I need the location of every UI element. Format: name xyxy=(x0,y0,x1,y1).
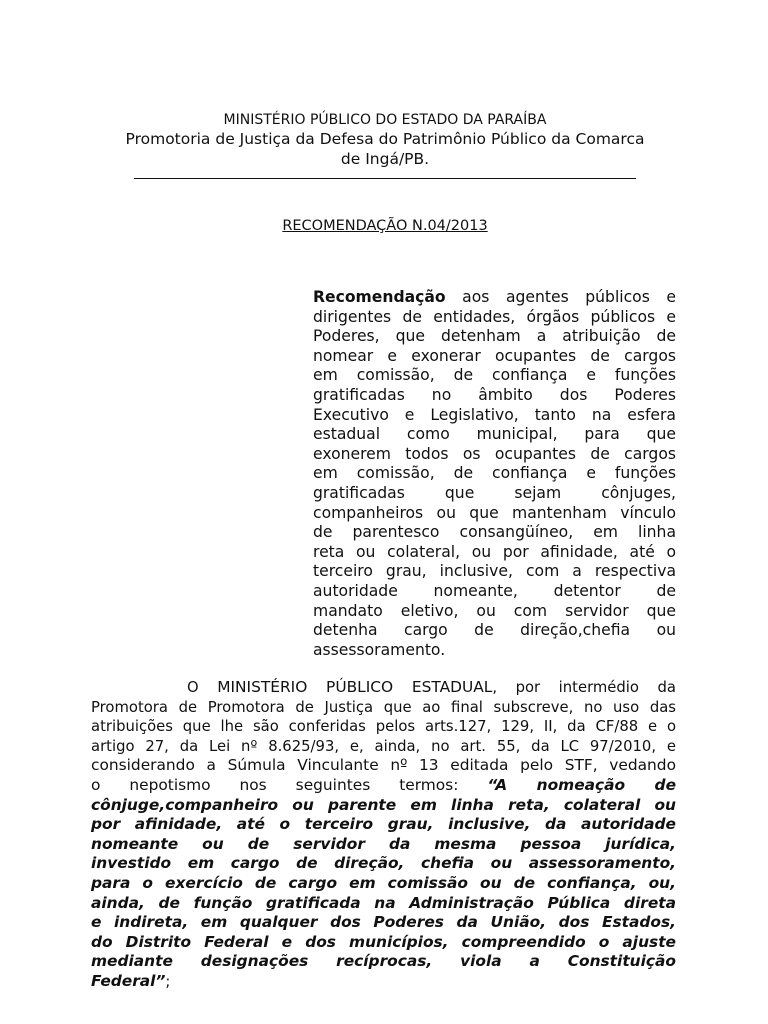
ementa-line: em comissão, de confiança e funções xyxy=(313,366,676,385)
body-line: artigo 27, da Lei nº 8.625/93, e, ainda, no art. 55, da LC 97/2010, e xyxy=(91,737,676,755)
ementa-line: detenha cargo de direção,chefia ou xyxy=(313,621,676,640)
body-line xyxy=(91,972,676,992)
ementa-line: em comissão, de confiança e funções xyxy=(313,464,676,483)
quote-end: Federal” xyxy=(91,971,166,990)
ementa-line: de parentesco consangüíneo, em linha xyxy=(313,523,676,542)
ementa-line: nomear e exonerar ocupantes de cargos xyxy=(313,346,676,365)
quote-line: por afinidade, até o terceiro grau, inclusive, da autoridade xyxy=(91,815,676,834)
header-institution xyxy=(90,110,680,130)
ementa-line: gratificadas que sejam cônjuges, xyxy=(313,483,676,502)
ementa-line xyxy=(313,288,676,308)
ementa-bold-word: Recomendação xyxy=(313,288,446,306)
header-divider xyxy=(134,178,636,179)
quote-line: investido em cargo de direção, chefia ou assessoramento, xyxy=(91,854,676,873)
quote-start: “A nomeação de xyxy=(487,775,677,794)
ementa-line: gratificadas no âmbito dos Poderes xyxy=(313,385,676,404)
ementa-line: dirigentes de entidades, órgãos públicos e xyxy=(313,307,676,326)
ementa-line: Executivo e Legislativo, tanto na esfera xyxy=(313,405,676,424)
body-l1-post: , por intermédio da xyxy=(492,679,676,696)
header-line-3: de Ingá/PB. xyxy=(340,150,430,168)
body-line xyxy=(91,678,676,698)
header-office xyxy=(90,129,680,169)
ementa-line: companheiros ou que mantenham vínculo xyxy=(313,503,676,522)
body-paragraph xyxy=(91,678,676,992)
quote-line: nomeante ou de servidor da mesma pessoa jurídica, xyxy=(91,834,676,853)
quote-line: cônjuge,companheiro ou parente em linha reta, colateral ou xyxy=(91,795,676,814)
body-line: atribuições que lhe são conferidas pelos arts.127, 129, II, da CF/88 e o xyxy=(91,718,676,736)
body-l1-strong: MINISTÉRIO PÚBLICO ESTADUAL xyxy=(217,678,493,696)
document-title: RECOMENDAÇÃO N.04/2013 xyxy=(282,218,488,234)
body-line xyxy=(91,776,676,796)
ementa-line: autoridade nomeante, detentor de xyxy=(313,581,676,600)
header-line-1: MINISTÉRIO PÚBLICO DO ESTADO DA PARAÍBA xyxy=(223,112,547,128)
header-line-2: Promotoria de Justiça da Defesa do Patrimônio Público da Comarca xyxy=(125,130,645,148)
body-l1-pre: O xyxy=(187,679,218,696)
ementa-line: exonerem todos os ocupantes de cargos xyxy=(313,444,676,463)
ementa-line: reta ou colateral, ou por afinidade, até o xyxy=(313,542,676,561)
body-line: Promotora de Promotora de Justiça que ao final subscreve, no uso das xyxy=(91,698,676,716)
quote-line: para o exercício de cargo em comissão ou de confiança, ou, xyxy=(91,873,676,892)
quote-line: ainda, de função gratificada na Administração Pública direta xyxy=(91,893,676,912)
ementa-line: Poderes, que detenham a atribuição de xyxy=(313,327,676,346)
quote-line: e indireta, em qualquer dos Poderes da União, dos Estados, xyxy=(91,913,676,932)
body-l6-pre: o nepotismo nos seguintes termos: xyxy=(91,775,488,794)
quote-line: do Distrito Federal e dos municípios, compreendido o ajuste xyxy=(91,932,676,951)
ementa-block xyxy=(313,288,676,660)
quote-line: mediante designações recíprocas, viola a Constituição xyxy=(91,952,676,971)
body-tail: ; xyxy=(165,972,171,990)
body-line: considerando a Súmula Vinculante nº 13 editada pelo STF, vedando xyxy=(91,756,676,775)
ementa-line: mandato eletivo, ou com servidor que xyxy=(313,601,676,620)
ementa-line: terceiro grau, inclusive, com a respectiva xyxy=(313,562,676,581)
ementa-line: estadual como municipal, para que xyxy=(313,425,676,444)
ementa-line: assessoramento. xyxy=(313,640,446,659)
ementa-first-line-rest: aos agentes públicos e xyxy=(445,288,676,306)
